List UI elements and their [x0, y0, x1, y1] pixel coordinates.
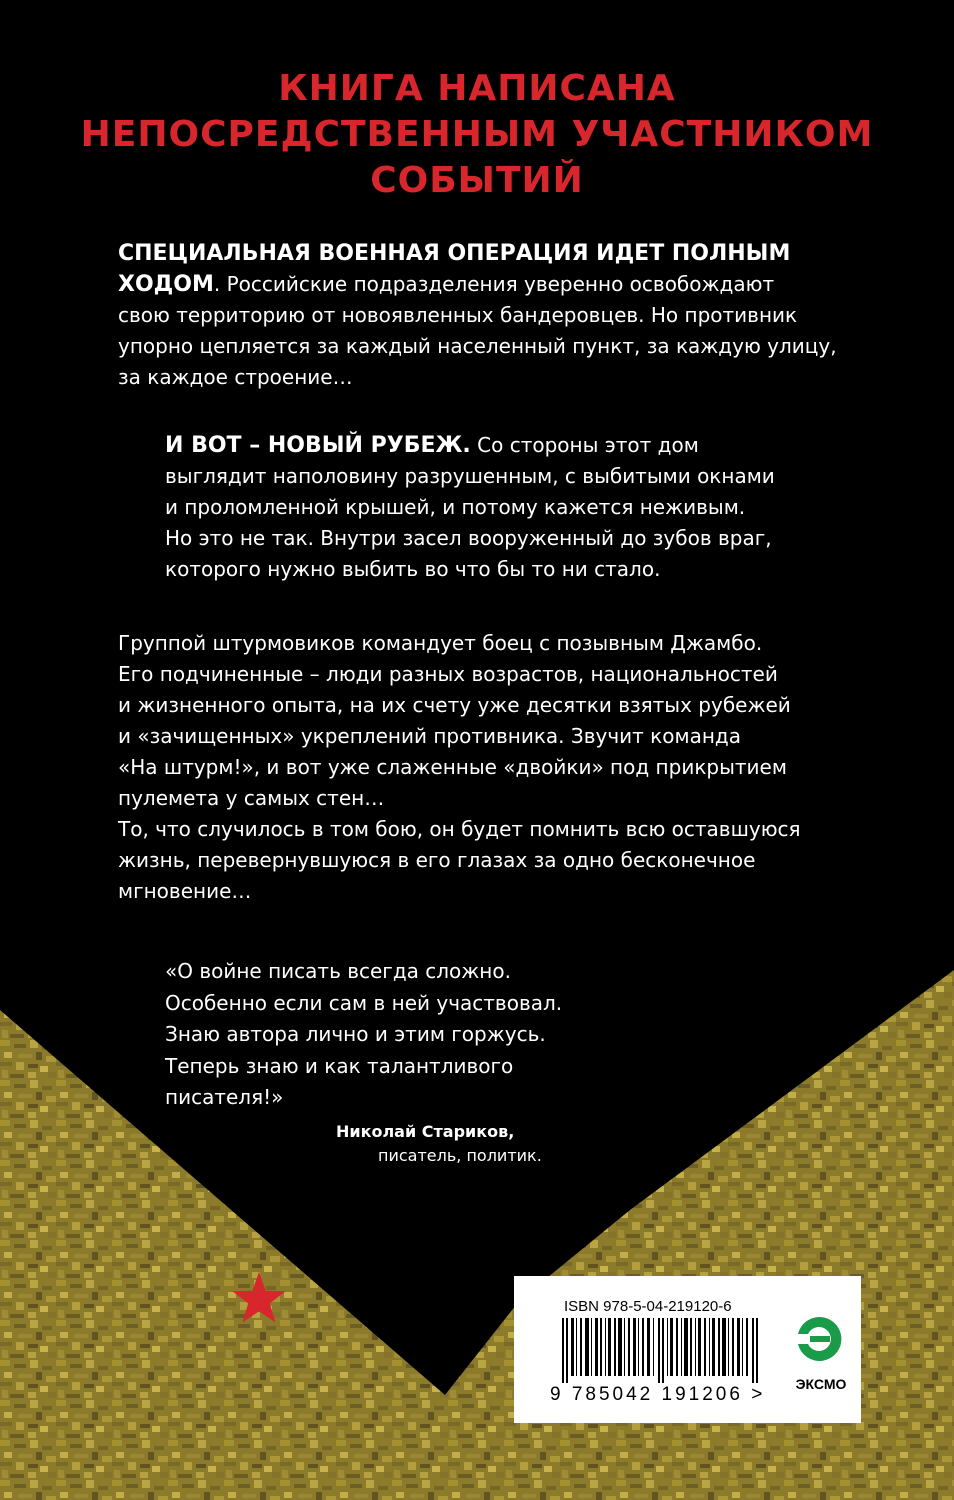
isbn-label: ISBN 978-5-04-219120-6 [564, 1298, 732, 1315]
frontier-line-1: Со стороны этот дом [470, 433, 699, 457]
barcode-panel [514, 1276, 861, 1423]
story-line-9: мгновение… [118, 879, 252, 903]
intro-line-5: за каждое строение… [118, 365, 353, 389]
intro-line-3: свою территорию от новоявленных бандеровцев. Но противник [118, 303, 798, 327]
frontier-line-5: которого нужно выбить во что бы то ни стало. [165, 557, 661, 581]
headline-line-2: НЕПОСРЕДСТВЕННЫМ УЧАСТНИКОМ [80, 114, 874, 155]
frontier-bold-lead: И ВОТ – НОВЫЙ РУБЕЖ. [165, 433, 471, 458]
paragraph-intro [118, 238, 837, 393]
paragraph-frontier [165, 430, 775, 585]
quote-line-1: «О войне писать всегда сложно. [165, 959, 511, 983]
frontier-line-4: Но это не так. Внутри засел вооруженный до зубов враг, [165, 526, 772, 550]
quote-author-role: писатель, политик. [378, 1146, 542, 1165]
frontier-line-2: выглядит наполовину разрушенным, с выбитыми окнами [165, 464, 775, 488]
story-line-2: Его подчиненные – люди разных возрастов, национальностей [118, 662, 778, 686]
paragraph-story [118, 628, 801, 907]
headline-line-3: СОБЫТИЙ [370, 160, 584, 201]
quote-line-3: Знаю автора лично и этим горжусь. [165, 1022, 546, 1046]
blurb-quote [165, 956, 562, 1114]
intro-line-4: упорно цепляется за каждый населенный пункт, за каждую улицу, [118, 334, 837, 358]
quote-line-4: Теперь знаю и как талантливого [165, 1053, 514, 1078]
story-line-4: и «зачищенных» укреплений противника. Звучит команда [118, 724, 741, 748]
story-line-1: Группой штурмовиков командует боец с позывным Джамбо. [118, 631, 763, 655]
story-line-3: и жизненного опыта, на их счету уже десятки взятых рубежей [118, 693, 791, 717]
story-line-6: пулемета у самых стен… [118, 786, 385, 810]
intro-bold-lead: СПЕЦИАЛЬНАЯ ВОЕННАЯ ОПЕРАЦИЯ ИДЕТ ПОЛНЫМ [118, 241, 791, 266]
quote-author-name: Николай Стариков, [336, 1122, 515, 1141]
isbn-digits: 9 785042 191206 > [550, 1384, 766, 1405]
barcode-icon [562, 1318, 762, 1383]
intro-bold-lead-end: ХОДОМ [118, 272, 214, 297]
quote-line-5: писателя!» [165, 1085, 284, 1109]
quote-line-2: Особенно если сам в ней участвовал. [165, 990, 563, 1015]
eksmo-logo-icon [794, 1314, 844, 1364]
headline-line-1: КНИГА НАПИСАНА [278, 68, 676, 109]
story-line-5: «На штурм!», и вот уже слаженные «двойки» под прикрытием [118, 755, 787, 779]
story-line-7: То, что случилось в том бою, он будет помнить всю оставшуюся [118, 817, 801, 841]
frontier-line-3: и проломленной крышей, и потому кажется неживым. [165, 495, 746, 519]
story-line-8: жизнь, перевернувшуюся в его глазах за одно бесконечное [118, 848, 756, 872]
intro-line-2: . Российские подразделения уверенно освобождают [213, 272, 775, 296]
publisher-name: ЭКСМО [795, 1376, 847, 1392]
